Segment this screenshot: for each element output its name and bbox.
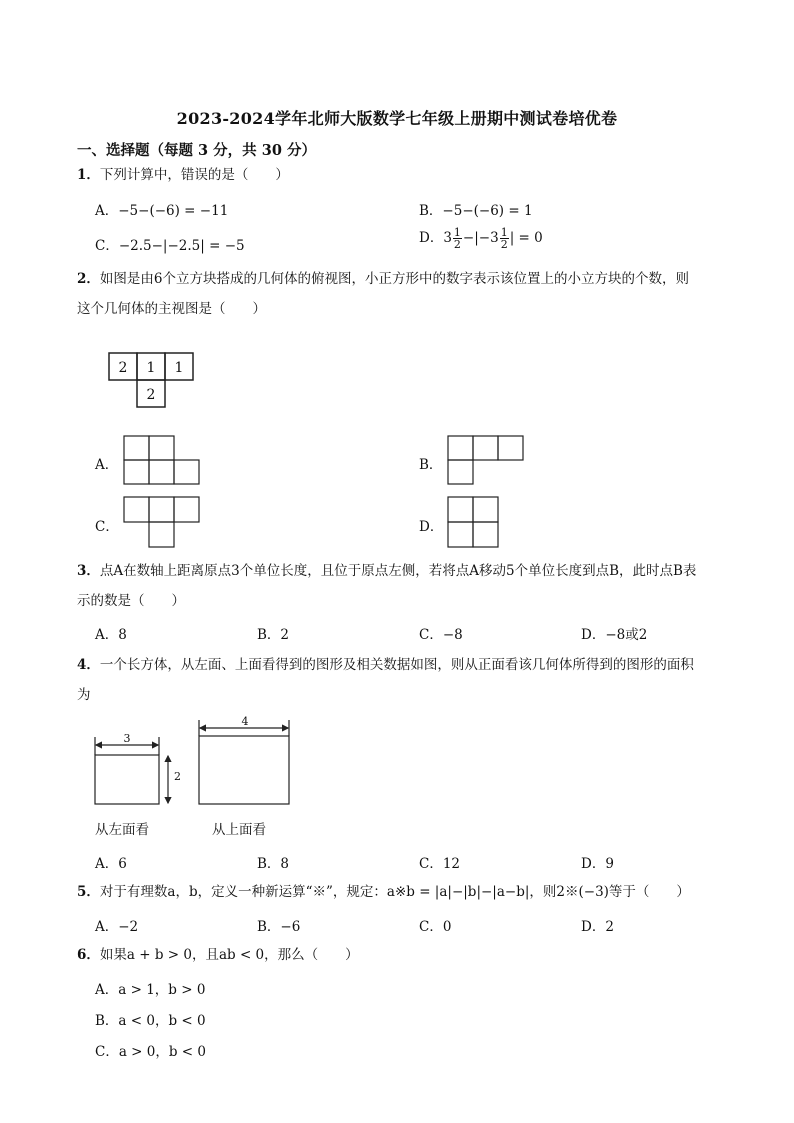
question-number: 1． <box>77 167 100 183</box>
fraction-numerator-2: 1 <box>500 226 508 239</box>
top-view-grid <box>108 352 198 410</box>
question-2-line-2: 这个几何体的主视图是（ ） <box>77 301 266 317</box>
option-d[interactable] <box>419 226 543 250</box>
option-d-mid: −|−3 <box>462 230 499 246</box>
option-a[interactable]: A． <box>95 457 119 473</box>
option-a[interactable]: A．8 <box>95 627 127 643</box>
option-c[interactable]: C．−8 <box>419 627 463 643</box>
top-view-rect <box>199 736 289 804</box>
question-number: 3． <box>77 563 100 579</box>
question-number: 2． <box>77 271 100 287</box>
question-text: 如图是由6个立方块搭成的几何体的俯视图，小正方形中的数字表示该位置上的小立方块的个数，则 <box>99 271 689 287</box>
option-a[interactable]: A．−5−(−6) = −11 <box>95 203 229 219</box>
option-d[interactable]: D．2 <box>581 919 614 935</box>
fraction-denominator: 2 <box>453 238 461 251</box>
caption-left-view: 从左面看 <box>95 822 149 838</box>
option-c[interactable]: C．12 <box>419 856 461 872</box>
question-text: 一个长方体，从左面、上面看得到的图形及相关数据如图，则从正面看该几何体所得到的图形的面积 <box>99 657 694 673</box>
question-3-line-2: 示的数是（ ） <box>77 593 185 609</box>
fraction-half-2 <box>500 227 509 250</box>
option-d[interactable]: D．9 <box>581 856 614 872</box>
caption-top-view: 从上面看 <box>212 822 266 838</box>
dimension-label-width: 3 <box>123 732 131 745</box>
question-number: 4． <box>77 657 100 673</box>
question-text: 点A在数轴上距离原点3个单位长度，且位于原点左侧，若将点A移动5个单位长度到点B，此时点B表 <box>99 563 697 579</box>
question-3-line-1 <box>77 561 696 581</box>
grid-number: 1 <box>174 360 184 376</box>
option-b[interactable]: B．8 <box>257 856 290 872</box>
option-d[interactable]: D．−8或2 <box>581 627 648 643</box>
option-a-figure[interactable] <box>123 435 203 487</box>
grid-number: 1 <box>146 360 156 376</box>
question-text: 下列计算中，错误的是（ ） <box>99 167 289 183</box>
option-c[interactable]: C．0 <box>419 919 452 935</box>
option-b[interactable]: B．a < 0，b < 0 <box>95 1013 206 1029</box>
option-c[interactable]: C．−2.5−|−2.5| = −5 <box>95 238 245 254</box>
section-heading: 一、选择题（每题 3 分，共 30 分） <box>77 142 316 159</box>
question-1 <box>77 165 289 185</box>
option-c-figure[interactable] <box>123 496 203 550</box>
option-b[interactable]: B．2 <box>257 627 290 643</box>
question-6 <box>77 945 359 965</box>
option-a[interactable]: A．6 <box>95 856 127 872</box>
option-b[interactable]: B． <box>419 457 443 473</box>
dimension-figure <box>90 712 310 812</box>
option-a[interactable]: A．a > 1，b > 0 <box>95 982 206 998</box>
option-d[interactable]: D． <box>419 519 444 535</box>
fraction-half <box>453 227 462 250</box>
question-4-line-1 <box>77 655 694 675</box>
question-4-line-2: 为 <box>77 687 91 703</box>
question-5 <box>77 882 690 902</box>
left-view-rect <box>95 755 159 804</box>
option-b[interactable]: B．−5−(−6) = 1 <box>419 203 533 219</box>
option-d-prefix: D．3 <box>419 230 452 246</box>
question-2-line-1 <box>77 269 689 289</box>
option-b[interactable]: B．−6 <box>257 919 301 935</box>
option-b-figure[interactable] <box>447 435 527 487</box>
option-d-figure[interactable] <box>447 496 501 550</box>
option-c[interactable]: C． <box>95 519 119 535</box>
question-text: 对于有理数a，b，定义一种新运算“※”，规定：a※b = |a|−|b|−|a−b|，则2※(−3)等于（ ） <box>99 884 690 900</box>
dimension-label-height: 2 <box>174 770 181 783</box>
option-d-suffix: | = 0 <box>509 230 543 246</box>
dimension-label-top-width: 4 <box>241 715 249 728</box>
fraction-denominator-2: 2 <box>500 238 508 251</box>
question-number: 5． <box>77 884 100 900</box>
question-text: 如果a + b > 0，且ab < 0，那么（ ） <box>99 947 359 963</box>
fraction-numerator: 1 <box>453 226 461 239</box>
grid-number: 2 <box>146 387 156 403</box>
option-a[interactable]: A．−2 <box>95 919 139 935</box>
question-number: 6． <box>77 947 100 963</box>
grid-number: 2 <box>118 360 128 376</box>
option-c[interactable]: C．a > 0，b < 0 <box>95 1044 206 1060</box>
page-title: 2023-2024学年北师大版数学七年级上册期中测试卷培优卷 <box>176 109 618 128</box>
